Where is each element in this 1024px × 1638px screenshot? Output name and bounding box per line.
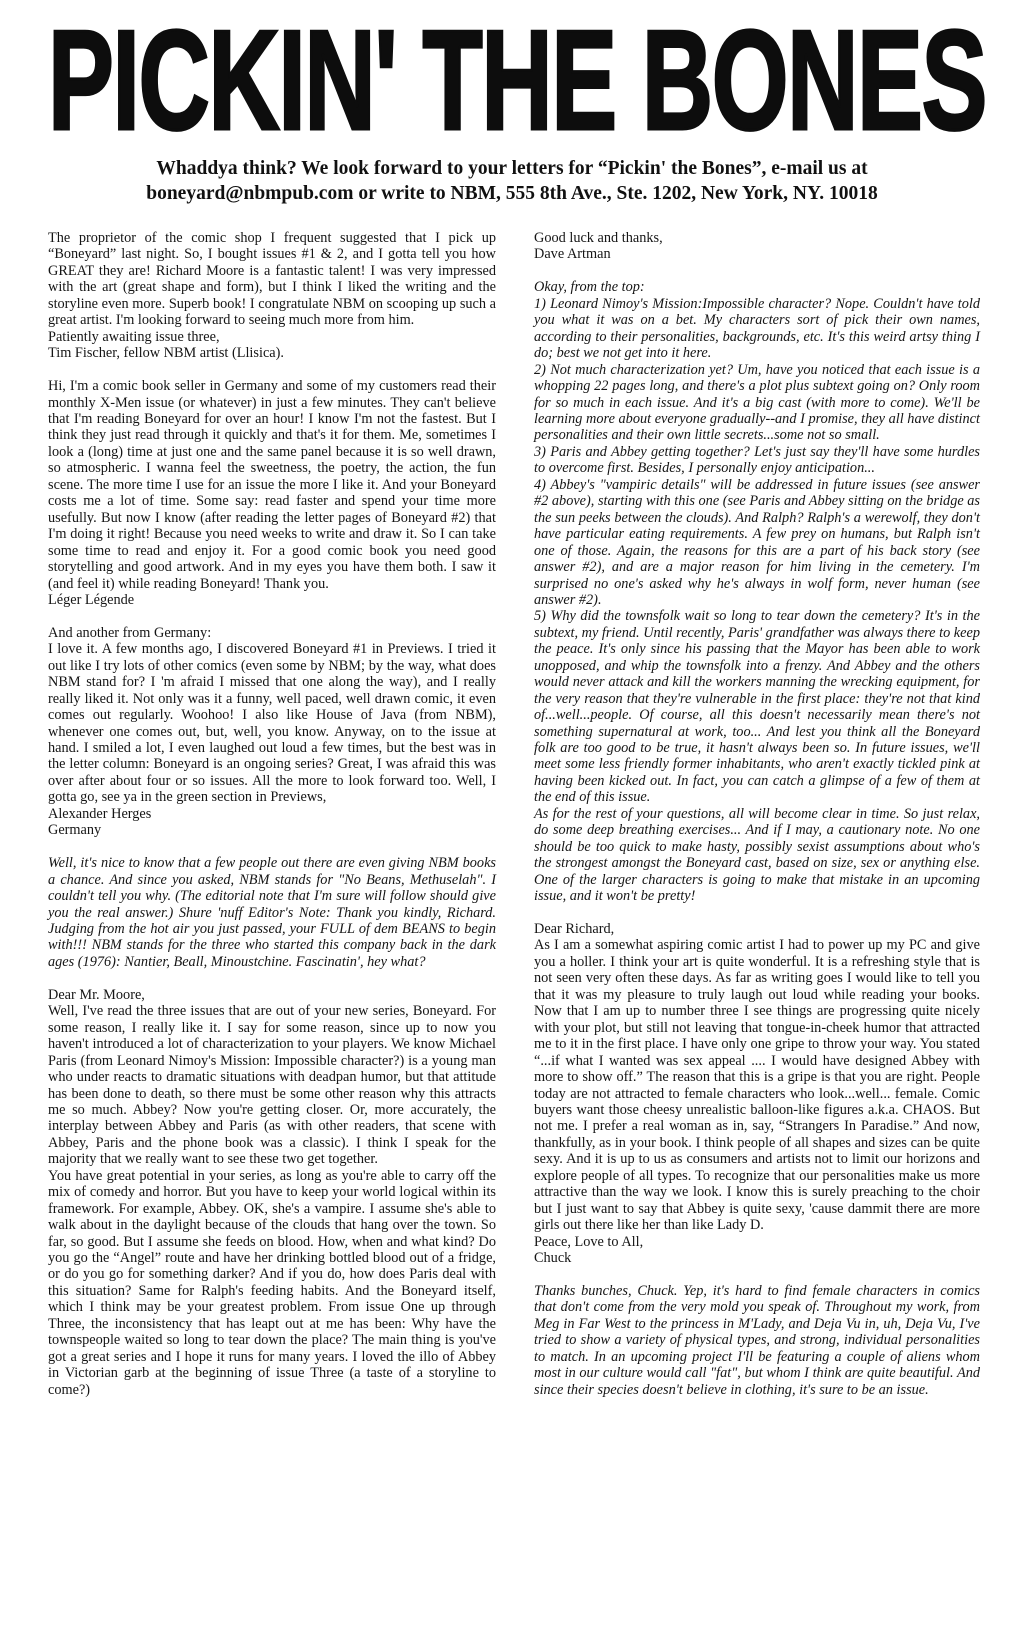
editor-reply: [534, 279, 980, 904]
letter-paragraph: Léger Légende: [48, 591, 135, 608]
left-column: [48, 230, 496, 1415]
editor-reply: [534, 1283, 980, 1398]
reader-letter: [48, 987, 496, 1398]
letter-paragraph: Okay, from the top:: [534, 279, 645, 296]
letter-paragraph: I love it. A few months ago, I discovered Boneyard #1 in Previews. I tried it out like I try lots of other comics (even some by NBM; by the way, what does NBM stand for? I 'm afraid I missed that one along the way), and I really really liked it. Not only was it a funny, well paced, well drawn comic, it even comes out regularly. Woohoo! I also like House of Java (from NBM), whenever one comes out, but, well, you know. Anyway, on to the issue at hand. I smiled a lot, I even laughed out loud a few times, but the best was in the letter column: Boneyard is an ongoing series? Great, I was afraid this was over after about four or so issues. All the more to look forward too. Well, I gotta go, see ya in the green section in Previews,: [48, 641, 496, 806]
letter-paragraph: 4) Abbey's "vampiric details" will be addressed in future issues (see answer #2 above), starting with this one (see Paris and Abbey sitting on the bridge as the sun peeks between the clouds). And Ralph? Ralph's a werewolf, they don't have particular eating requirements. A few prey on humans, but Ralph isn't one of those. Again, the reasons for this are a part of his back story (see answer #2), and are a major reason for him living in the cemetery. I'm surprised no one's asked why he's always in wolf form, never human (see answer #2).: [534, 476, 980, 608]
right-column: [534, 230, 980, 1415]
subtitle-line: Whaddya think? We look forward to your letters for “Pickin' the Bones”, e-mail us at: [156, 158, 868, 179]
page-title: PICKIN' THE BONES: [48, 1, 986, 160]
submission-info: [40, 156, 984, 206]
letter-paragraph: 2) Not much characterization yet? Um, have you noticed that each issue is a whopping 22 pages long, and there's a plot plus subtext going on? Only room for so much in each issue. And it's a big cast (with more to come). We'll be learning more about everyone gradually--and I promise, they all have distinct personalities and their own little secrets...some not so small.: [534, 361, 980, 444]
reader-letter: [48, 230, 496, 362]
letter-paragraph: And another from Germany:: [48, 624, 212, 641]
letter-paragraph: Well, it's nice to know that a few people out there are even giving NBM books a chance. And since you asked, NBM stands for "No Beans, Methuselah". I couldn't tell you why. (The editorial note that I'm sure will follow should give you the real answer.) Shure 'nuff Editor's Note: Thank you kindly, Richard. Judging from the hot air you just passed, your FULL of dem BEANS to begin with!!! NBM stands for the three who started this company back in the dark ages (1976): Nantier, Beall, Minoustchine. Fascinatin', hey what?: [48, 855, 496, 970]
letter-paragraph: As I am a somewhat aspiring comic artist I had to power up my PC and give you a holler. I think your art is quite wonderful. It is a refreshing style that is not seen very often these days. As far as writing goes I would like to tell you that it was my pleasure to truly laugh out loud while reading your books. Now that I am up to number three I see things are progressing quite nicely with your plot, but still not leaving that tongue-in-cheek humor that attracted me to it in the first place. I have only one gripe to throw your way. You stated “...if what I wanted was sex appeal .... I would have designed Abbey with more to show off.” The reason that this is a gripe is that you are right. People today are not attracted to female characters who look...well... female. Comic buyers want those cheesy unrealistic balloon-like figures a.k.a. CHAOS. But not me. I prefer a real woman as in, say, “Strangers In Paradise.” And now, thankfully, as in your book. I think people of all shapes and sizes can be quite sexy. And it is up to us as consumers and artists not to limit our horizons and explore people of all types. To recognize that our personalities make us more attractive than the way we look. I know this is surely preaching to the choir but I just want to say that Abbey is quite sexy, 'cause dammit there are more girls out there like her than like Lady D.: [534, 937, 980, 1234]
letter-paragraph: 5) Why did the townsfolk wait so long to tear down the cemetery? It's in the subtext, my friend. Until recently, Paris' grandfather was always there to keep the peace. It's only since his passing that the Mayor has been able to work unopposed, and whip the townsfolk into a frenzy. And Abbey and the others would never attack and kill the workers manning the wrecking equipment, for the very reason that they're vulnerable in the first place: they're not that kind of...well...people. Of course, all this doesn't necessarily mean there's not something supernatural at work, too... And lest you think all the Boneyard folk are too good to be true, it hasn't always been so. In future issues, we'll meet some less friendly former inhabitants, who aren't exactly tickled pink at having been kicked out. In fact, you can catch a glimpse of a few of them at the end of this issue.: [534, 608, 980, 806]
reader-letter: [48, 378, 496, 608]
reader-letter: [534, 921, 980, 1267]
letter-paragraph: Patiently awaiting issue three,: [48, 328, 220, 345]
letter-paragraph: Well, I've read the three issues that are out of your new series, Boneyard. For some reason, I really like it. I say for some reason, since up to now you haven't introduced a lot of characterization to your players. We know Michael Paris (from Leonard Nimoy's Mission: Impossible character?) is a young man who under reacts to dramatic situations with deadpan humor, but that attitude has been done to death, so there must be some other reason why this attracts me so much. Abbey? Now you're getting closer. Or, more accurately, the interplay between Abbey and Paris (as with other readers, that scene with Abbey, Paris and the phone book was a classic). I think I speak for the majority that we really want to see these two get together.: [48, 1003, 496, 1168]
letter-paragraph: Dave Artman: [534, 246, 611, 263]
letter-paragraph: You have great potential in your series, as long as you're able to carry off the mix of comedy and horror. But you have to keep your world logical within its framework. For example, Abbey. OK, she's a vampire. I assume she's able to walk about in the daylight because of the clouds that hang over the town. So far, so good. But I assume she feeds on blood. How, when and what kind? Do you go the “Angel” route and have her drinking bottled blood out of a fridge, or do you go for something darker? And if you do, how does Paris deal with this situation? Same for Ralph's feeding habits. And the Boneyard itself, which I think may be your greatest problem. From issue One up through Three, the inconsistency that has leapt out at me has been: Why have the townspeople waited so long to tear down the place? The main thing is you've got a great series and I hope it runs for many years. I loved the illo of Abbey in Victorian garb at the beginning of issue Three (a taste of a storyline to come?): [48, 1167, 496, 1398]
letter-paragraph: Germany: [48, 822, 102, 839]
page-header: [48, 1, 986, 160]
letter-paragraph: Peace, Love to All,: [534, 1233, 644, 1250]
subtitle-line: boneyard@nbmpub.com or write to NBM, 555 8th Ave., Ste. 1202, New York, NY. 10018: [146, 183, 878, 204]
letter-paragraph: 1) Leonard Nimoy's Mission:Impossible character? Nope. Couldn't have told you what it was on a bet. My characters sort of pick their own names, according to their personalities, backgrounds, etc. It's this weird artsy thing I do; best we not get into it here.: [534, 295, 980, 362]
letter-paragraph: Thanks bunches, Chuck. Yep, it's hard to find female characters in comics that don't come from the very mold you speak of. Throughout my work, from Meg in Far West to the princess in M'Lady, and Deja Vu in, uh, Deja Vu, I've tried to show a variety of physical types, and strong, individual personalities to match. In an upcoming project I'll be featuring a couple of aliens whom most in our culture would call "fat", but whom I think are quite beautiful. And since their species doesn't believe in clothing, it's sure to be an issue.: [534, 1282, 980, 1398]
letter-paragraph: Alexander Herges: [48, 805, 152, 822]
letter-paragraph: Tim Fischer, fellow NBM artist (Llisica).: [48, 345, 284, 362]
letter-paragraph: Dear Richard,: [534, 921, 615, 937]
letter-paragraph: The proprietor of the comic shop I frequent suggested that I pick up “Boneyard” last night. So, I bought issues #1 & 2, and I gotta tell you how GREAT they are! Richard Moore is a fantastic talent! I was very impressed with the art (great shape and form), but I think I liked the writing and the storyline even more. Superb book! I congratulate NBM on scooping up such a great artist. I'm looking forward to seeing much more from him.: [48, 230, 496, 329]
letter-paragraph: 3) Paris and Abbey getting together? Let's just say they'll have some hurdles to overcome first. Besides, I personally enjoy anticipation...: [534, 443, 980, 477]
editor-reply: [48, 855, 496, 970]
reader-letter: [48, 625, 496, 839]
letter-paragraph: Chuck: [534, 1250, 572, 1267]
reader-letter: [534, 230, 980, 263]
letter-paragraph: Dear Mr. Moore,: [48, 986, 145, 1003]
letter-paragraph: Good luck and thanks,: [534, 230, 663, 246]
letter-paragraph: Hi, I'm a comic book seller in Germany and some of my customers read their monthly X-Men issue (or whatever) in just a few minutes. They can't believe that I'm reading Boneyard for over an hour! I know I'm not the fastest. But I think they just read through it quickly and that's it for them. Me, sometimes I look a (long) time at just one and the same panel because it is so well drawn, so atmospheric. I wanna feel the sweetness, the poetry, the action, the fun scene. The more time I use for an issue the more I like it. And your Boneyard costs me a lot of time. Some say: read faster and spend your time more usefully. But now I know (after reading the letter pages of Boneyard #2) that I'm doing it right! Because you need weeks to write and draw it. So I can take some time to read and enjoy it. For a good comic book you need good storytelling and good artwork. And in my eyes you have them both. I saw it (and feel it) while reading Boneyard! Thank you.: [48, 378, 496, 592]
letter-paragraph: As for the rest of your questions, all will become clear in time. So just relax, do some deep breathing exercises... And if I may, a cautionary note. No one should be too quick to make hasty, possibly sexist assumptions about who's the strongest amongst the Boneyard cast, based on size, sex or anything else. One of the larger characters is going to make that mistake in an upcoming issue, and it won't be pretty!: [534, 805, 980, 905]
